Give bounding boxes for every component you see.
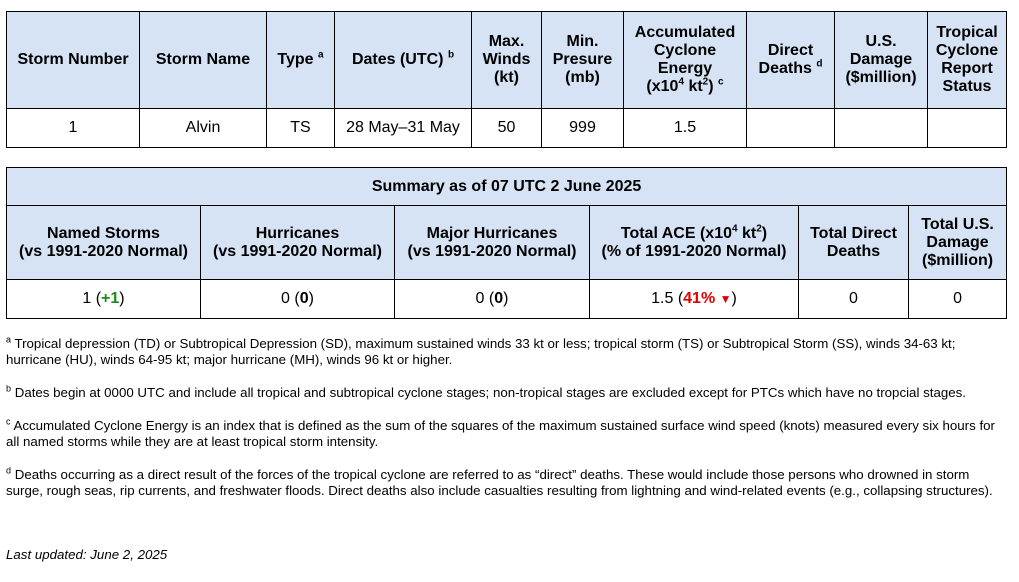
cell-storm-name: Alvin <box>140 109 267 148</box>
header-total-direct-deaths: Total Direct Deaths <box>799 206 909 280</box>
cell-total-us-damage: 0 <box>909 280 1007 319</box>
header-min-pressure: Min. Presure (mb) <box>542 12 624 109</box>
summary-header-row <box>7 206 1007 280</box>
header-storm-name: Storm Name <box>140 12 267 109</box>
footnote-marker: d <box>816 58 823 70</box>
summary-caption: Summary as of 07 UTC 2 June 2025 <box>7 168 1007 206</box>
below-normal-pct: 41% <box>683 290 716 307</box>
cell-type: TS <box>267 109 335 148</box>
cell-ace: 1.5 <box>624 109 747 148</box>
header-report-status: Tropical Cyclone Report Status <box>928 12 1007 109</box>
footnote: $^d$ Deaths occurring as a direct result of the forces of the tropical cyclone are referred to as “direct” deaths. These would include those persons who drowned in storm surge, rough seas, rip currents, and freshwater floods. Direct deaths also include casualties resulting from lightning and wind-related events (e.g., collapsing structures). <box>6 465 993 498</box>
header-direct-deaths: Direct Deaths $^d$ <box>747 12 835 109</box>
header-ace: Accumulated Cyclone Energy ($x10^4$ $kt^2$) $^c$ <box>624 12 747 109</box>
header-type: Type $^a$ <box>267 12 335 109</box>
summary-values-row <box>7 280 1007 319</box>
header-total-ace: Total ACE ($x10^4$ $kt^2$) (% of 1991-2020 Normal) <box>590 206 799 280</box>
header-major-hurricanes: Major Hurricanes (vs 1991-2020 Normal) <box>395 206 590 280</box>
cell-total-ace: 1.5 (41% ▼) <box>590 280 799 319</box>
down-triangle-icon: ▼ <box>719 292 732 306</box>
header-us-damage: U.S. Damage ($million) <box>835 12 928 109</box>
footnote-marker: c <box>718 76 724 88</box>
cell-named-storms: 1 (+1) <box>7 280 201 319</box>
cell-direct-deaths <box>747 109 835 148</box>
cell-us-damage <box>835 109 928 148</box>
summary-caption-row <box>7 168 1007 206</box>
header-max-winds: Max. Winds (kt) <box>472 12 542 109</box>
footnote-marker: b <box>447 49 455 61</box>
header-dates: Dates (UTC) $^b$ <box>335 12 472 109</box>
header-storm-number: Storm Number <box>7 12 140 109</box>
footnotes <box>6 336 996 516</box>
cell-major-hurricanes: 0 (0) <box>395 280 590 319</box>
footnote: $^a$ Tropical depression (TD) or Subtropical Depression (SD), maximum sustained winds 33 kt or less; tropical storm (TS) or Subtropical Storm (SS), winds 34-63 kt; hurricane (HU), winds 64-95 kt; major hurricane (MH), winds 96 kt or higher. <box>6 334 956 367</box>
header-total-us-damage: Total U.S. Damage ($million) <box>909 206 1007 280</box>
last-updated: Last updated: June 2, 2025 <box>6 547 168 562</box>
cell-storm-number: 1 <box>7 109 140 148</box>
summary-table <box>6 167 1007 319</box>
table-row <box>7 109 1007 148</box>
header-hurricanes: Hurricanes (vs 1991-2020 Normal) <box>201 206 395 280</box>
storm-table <box>6 11 1007 148</box>
footnote-marker: a <box>318 49 324 61</box>
cell-dates: 28 May–31 May <box>335 109 472 148</box>
storm-table-header-row <box>7 12 1007 109</box>
cell-report-status <box>928 109 1007 148</box>
cell-min-pressure: 999 <box>542 109 624 148</box>
footnote: $^c$ Accumulated Cyclone Energy is an index that is defined as the sum of the squares of the maximum sustained surface wind speed (knots) measured every six hours for all named storms while they are at least tropical storm intensity. <box>6 416 995 449</box>
cell-total-direct-deaths: 0 <box>799 280 909 319</box>
header-named-storms: Named Storms (vs 1991-2020 Normal) <box>7 206 201 280</box>
above-normal-diff: +1 <box>101 290 120 307</box>
footnote: $^b$ Dates begin at 0000 UTC and include all tropical and subtropical cyclone stages; non-tropical stages are excluded except for PTCs which have no tropcial stages. <box>6 383 966 400</box>
cell-hurricanes: 0 (0) <box>201 280 395 319</box>
cell-max-winds: 50 <box>472 109 542 148</box>
